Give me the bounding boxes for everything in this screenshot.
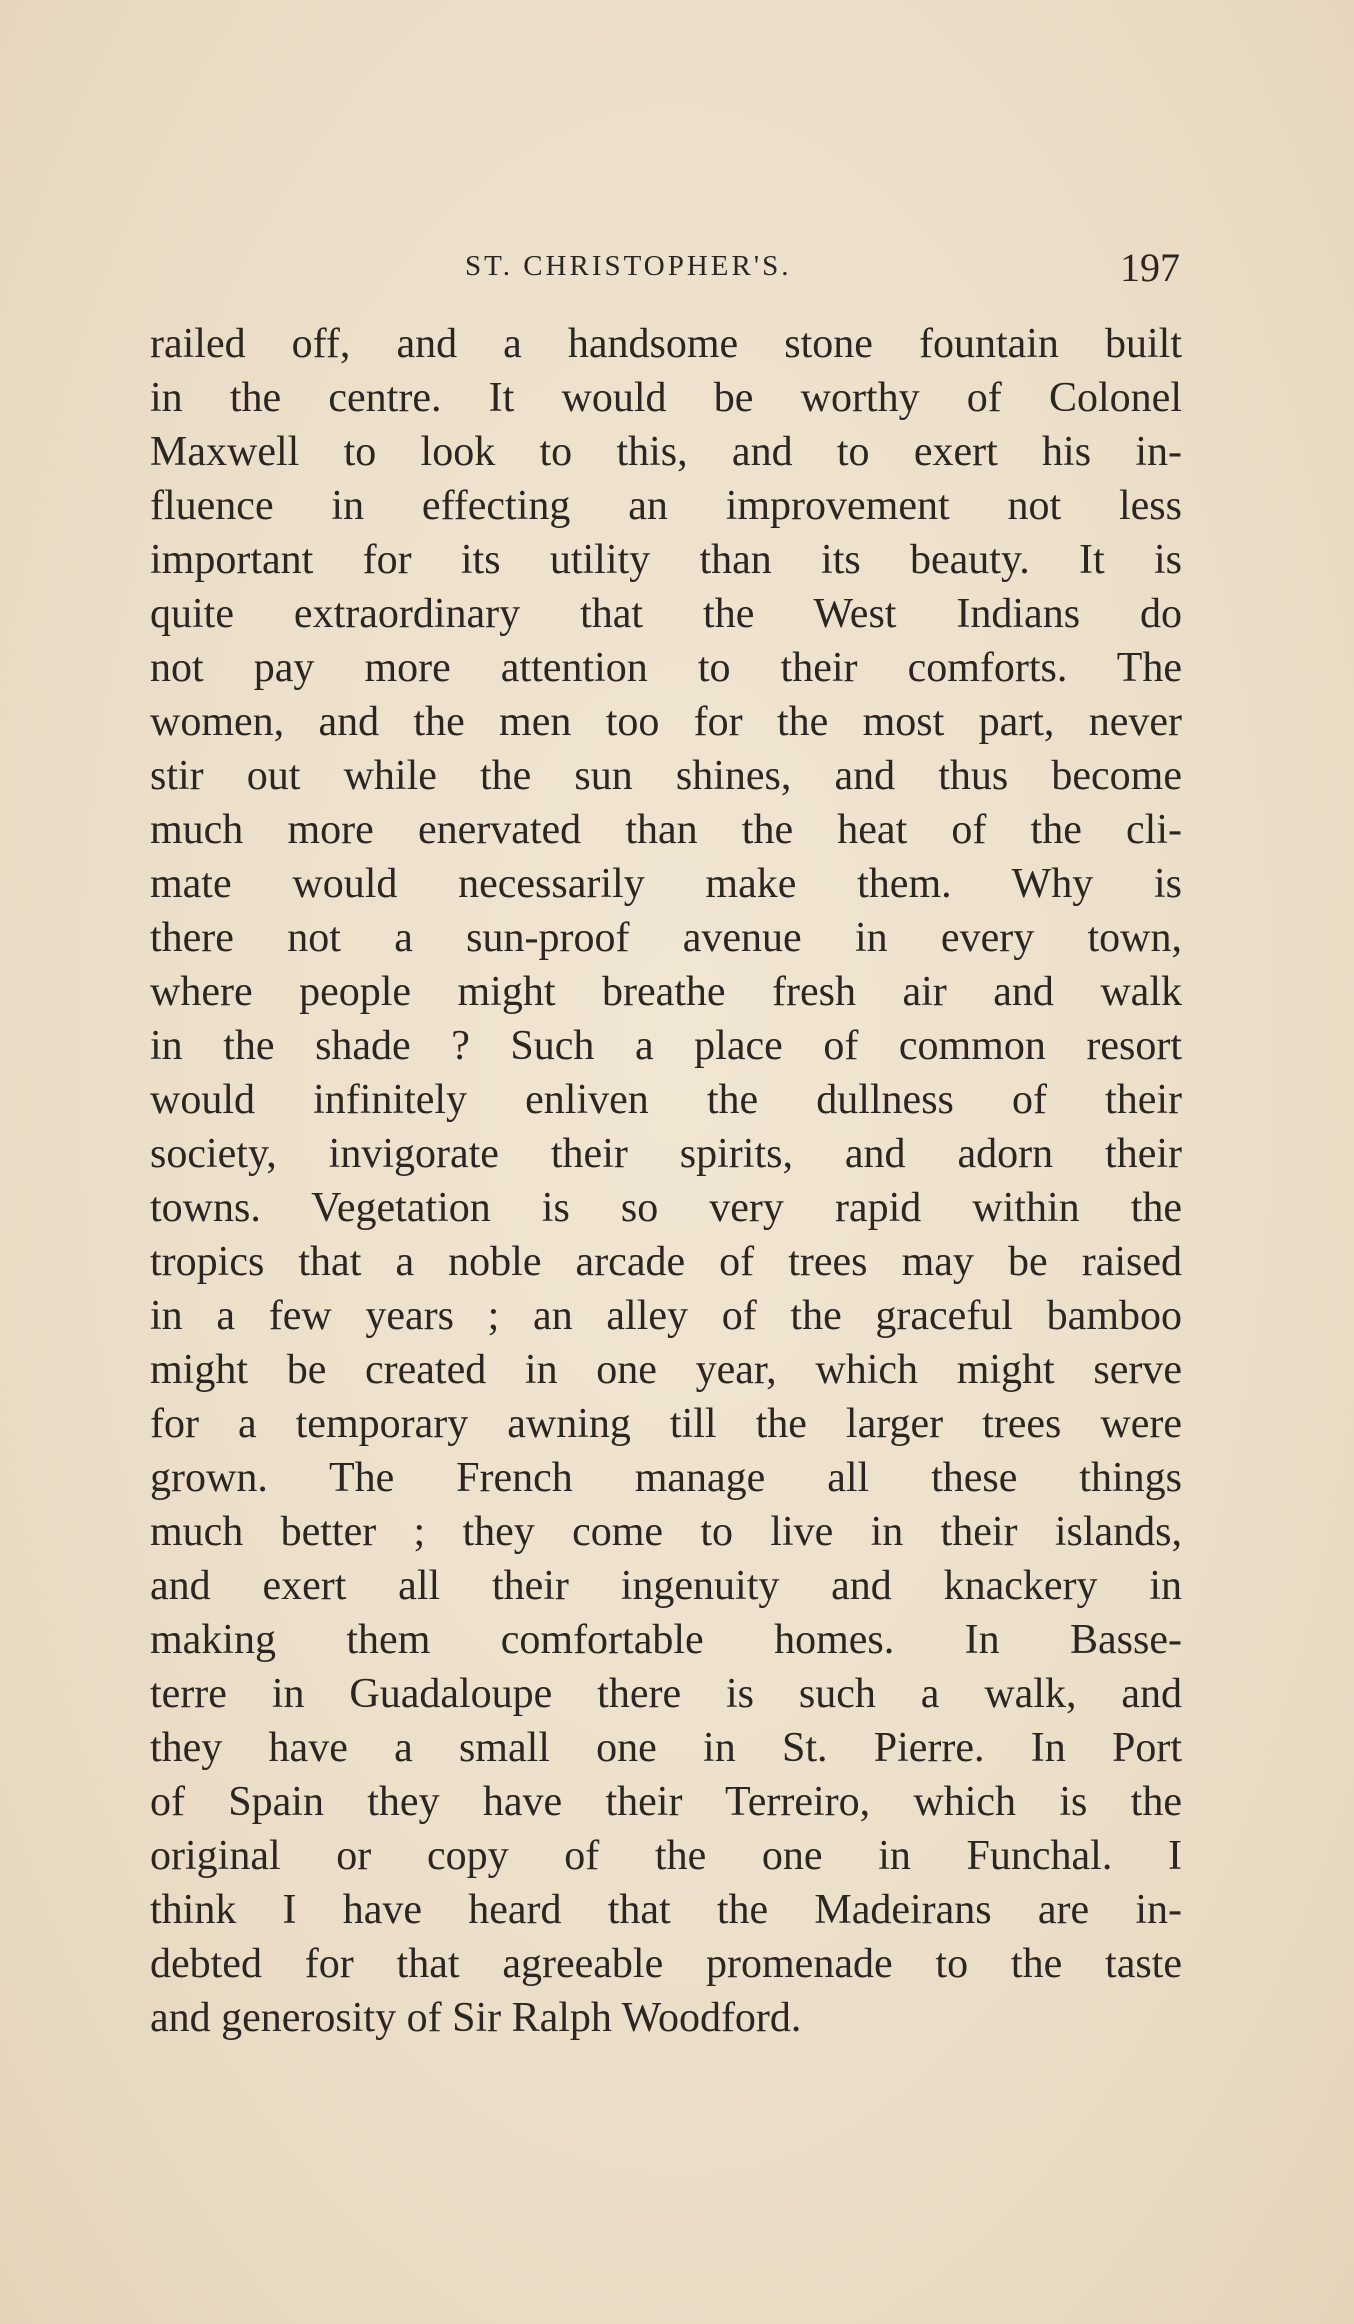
body-text [150,317,1182,2045]
text-line: think I have heard that the Madeirans are in- [150,1887,1182,1933]
text-line: towns. Vegetation is so very rapid within the [150,1185,1182,1231]
text-line: and exert all their ingenuity and knackery in [150,1563,1182,1609]
text-line: there not a sun-proof avenue in every town, [150,915,1182,961]
text-line: grown. The French manage all these things [150,1455,1182,1501]
text-line: Maxwell to look to this, and to exert his in- [150,429,1182,475]
text-line: debted for that agreeable promenade to the taste [150,1941,1182,1987]
text-line: might be created in one year, which might serve [150,1347,1182,1393]
text-line-last: and generosity of Sir Ralph Woodford. [150,1995,802,2041]
text-line: making them comfortable homes. In Basse- [150,1617,1182,1663]
text-line: mate would necessarily make them. Why is [150,861,1182,907]
text-line: fluence in effecting an improvement not less [150,483,1182,529]
text-line: women, and the men too for the most part, never [150,699,1182,745]
text-line: in the shade ? Such a place of common resort [150,1023,1182,1069]
text-line: important for its utility than its beauty. It is [150,537,1182,583]
text-line: much better ; they come to live in their islands, [150,1509,1182,1555]
text-line: of Spain they have their Terreiro, which is the [150,1779,1182,1825]
running-head [150,244,1180,288]
text-line: railed off, and a handsome stone fountain built [150,321,1182,367]
text-line: quite extraordinary that the West Indians do [150,591,1182,637]
text-line: original or copy of the one in Funchal. I [150,1833,1182,1879]
text-line: would infinitely enliven the dullness of their [150,1077,1182,1123]
text-line: they have a small one in St. Pierre. In Port [150,1725,1182,1771]
running-title: ST. CHRISTOPHER'S. [465,250,792,282]
text-line: in a few years ; an alley of the graceful bamboo [150,1293,1182,1339]
text-line: tropics that a noble arcade of trees may be raised [150,1239,1182,1285]
text-line: society, invigorate their spirits, and adorn their [150,1131,1182,1177]
text-line: where people might breathe fresh air and walk [150,969,1182,1015]
text-line: much more enervated than the heat of the cli- [150,807,1182,853]
text-line: not pay more attention to their comforts. The [150,645,1182,691]
page-number: 197 [1120,245,1180,290]
text-line: terre in Guadaloupe there is such a walk, and [150,1671,1182,1717]
text-line: for a temporary awning till the larger trees were [150,1401,1182,1447]
text-line: stir out while the sun shines, and thus become [150,753,1182,799]
text-line: in the centre. It would be worthy of Colonel [150,375,1182,421]
